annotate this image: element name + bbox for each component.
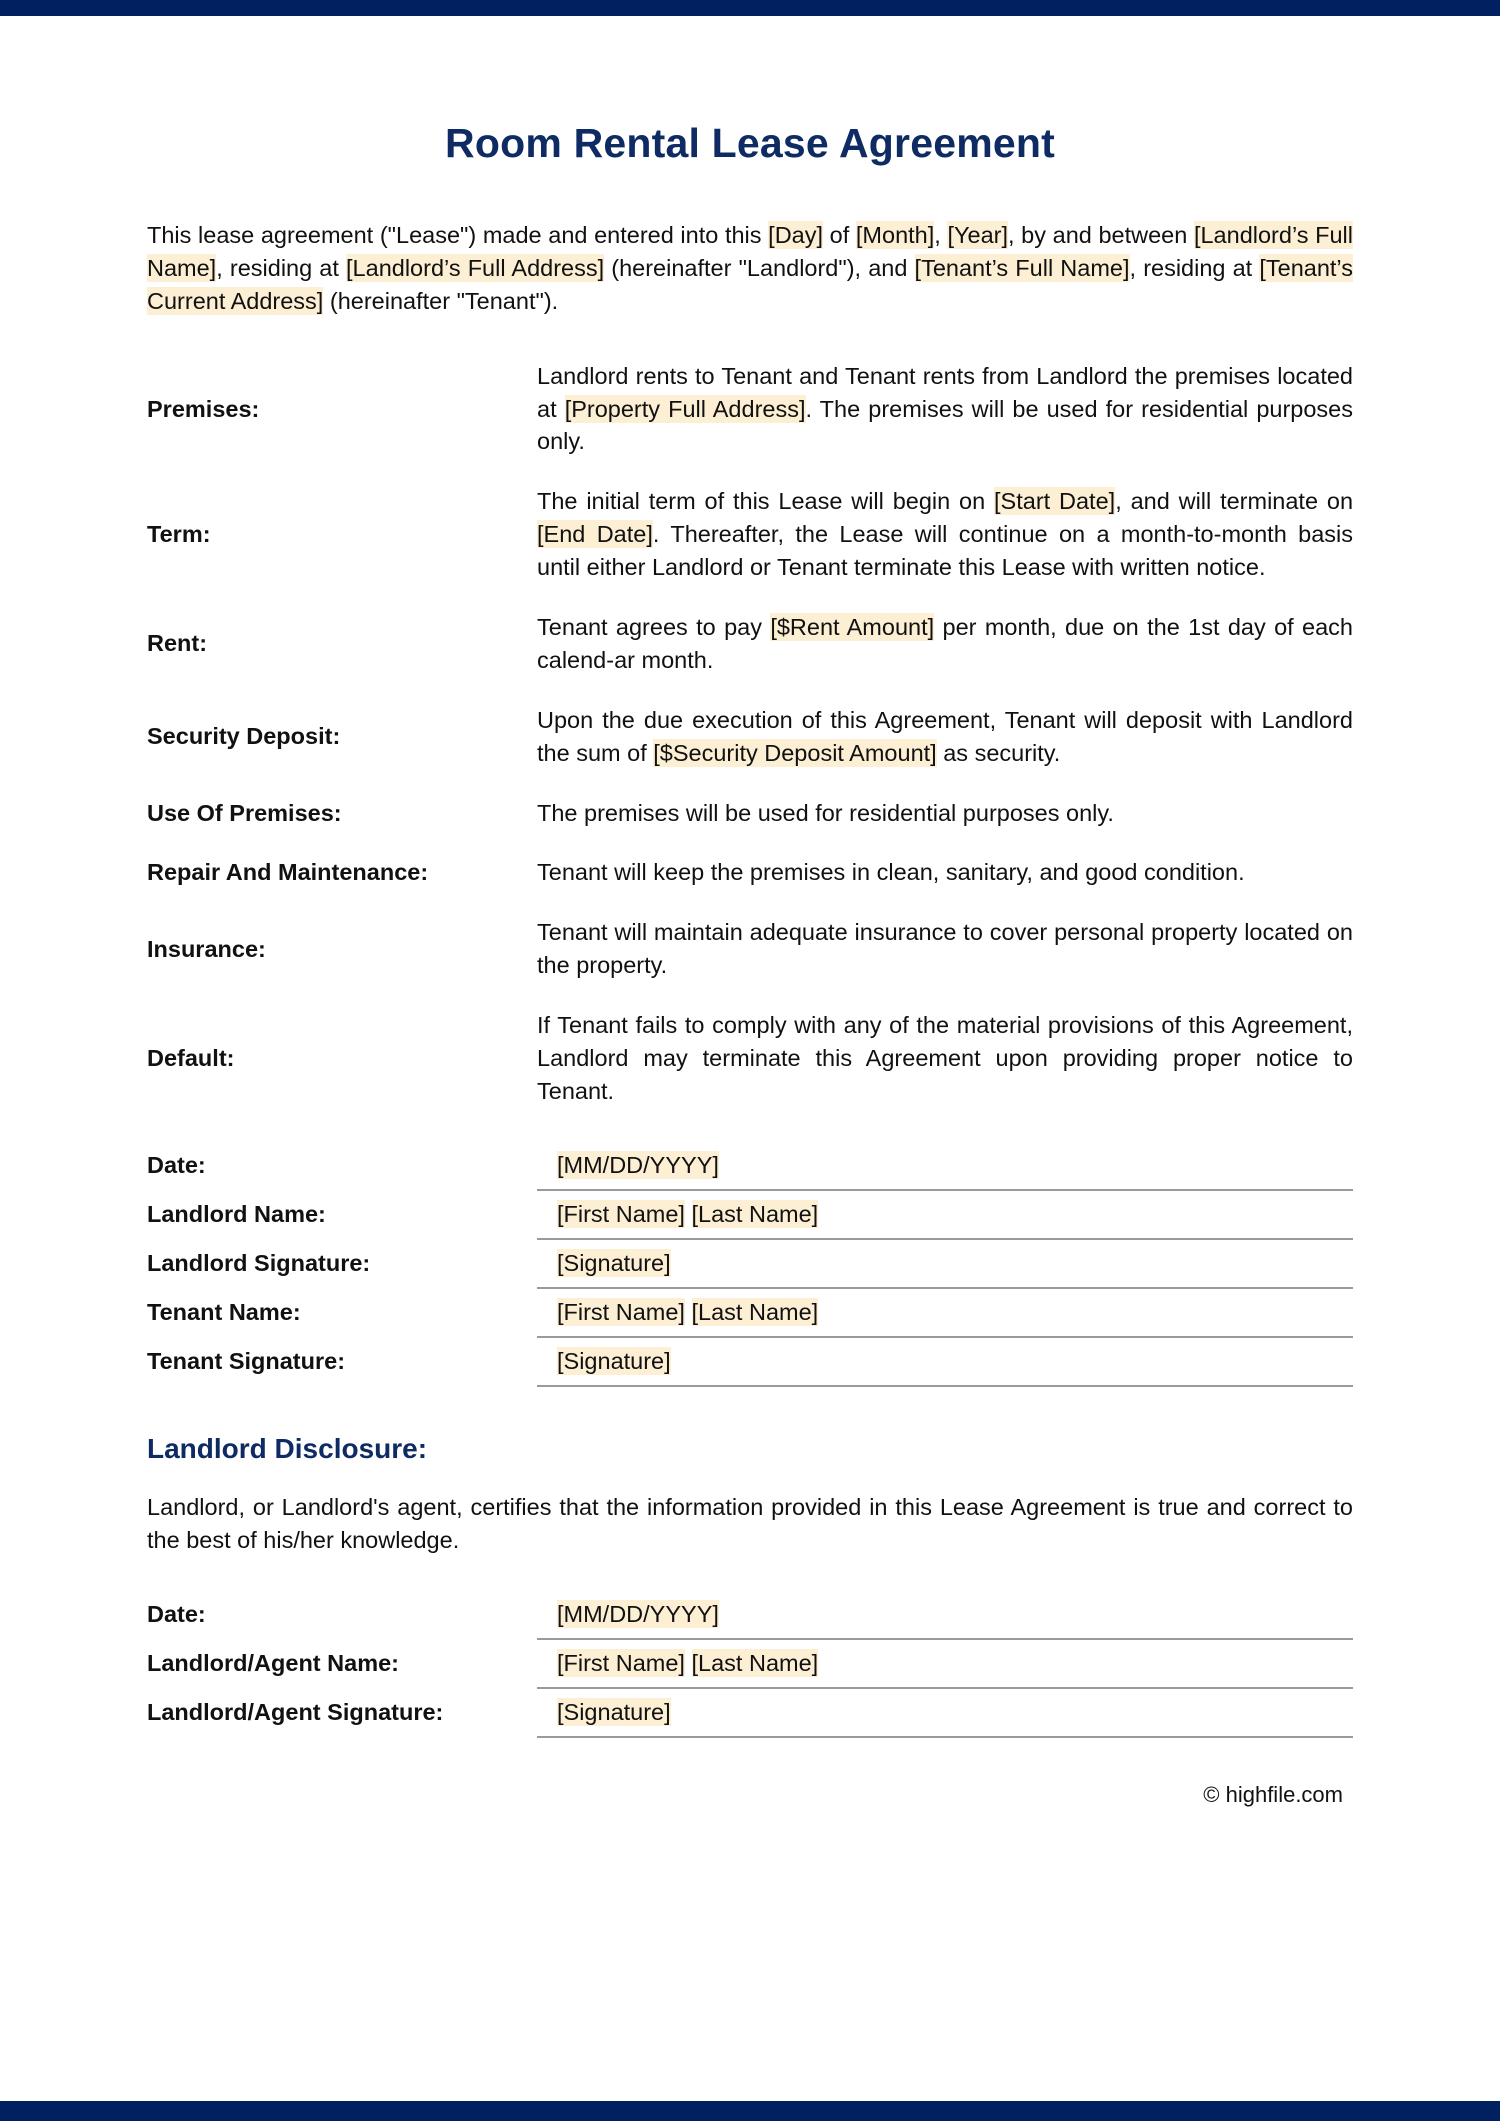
field-landlord-last-name[interactable]: [Last Name] (691, 1200, 819, 1227)
security-deposit-text-2: as security. (936, 739, 1061, 766)
clause-label-default: Default: (147, 1044, 235, 1071)
signature-value-landlord-name[interactable] (537, 1190, 1353, 1239)
footer-copyright: © highfile.com (1203, 1781, 1343, 1807)
field-agent-last-name[interactable]: [Last Name] (691, 1649, 819, 1676)
section-heading-landlord-disclosure: Landlord Disclosure: (147, 1432, 428, 1464)
top-accent-bar (0, 0, 1500, 16)
disclosure-value-date[interactable] (537, 1591, 1353, 1639)
disclosure-label-agent-name: Landlord/Agent Name: (147, 1649, 399, 1676)
field-rent-amount[interactable]: [$Rent Amount] (770, 614, 935, 641)
field-tenant-current-address[interactable]: [Tenant’s Current Address] (147, 254, 1353, 314)
clause-spacer (147, 889, 1353, 916)
clause-body-repair-and-maintenance: Tenant will keep the premises in clean, sanitary, and good condition. (537, 859, 1245, 886)
field-landlord-full-address[interactable]: [Landlord’s Full Address] (346, 254, 605, 281)
clauses-table (147, 360, 1353, 1108)
clause-body-use-of-premises: The premises will be used for residential purposes only. (537, 799, 1114, 826)
clause-label-term: Term: (147, 521, 211, 548)
intro-text-1: This lease agreement ("Lease") made and entered into this (147, 222, 769, 248)
field-agent-signature[interactable]: [Signature] (557, 1698, 671, 1725)
clause-label-use-of-premises: Use Of Premises: (147, 799, 342, 826)
clause-body-insurance: Tenant will maintain adequate insurance to cover personal property located on the property. (537, 919, 1353, 979)
field-day[interactable]: [Day] (768, 222, 824, 248)
clause-row-rent (147, 611, 1353, 677)
field-month[interactable]: [Month] (855, 222, 935, 248)
clause-row-repair-and-maintenance (147, 856, 1353, 889)
signature-block (147, 1142, 1353, 1387)
clause-label-security-deposit: Security Deposit: (147, 723, 341, 750)
intro-text-4: , by and between (1008, 222, 1194, 248)
field-agent-first-name[interactable]: [First Name] (557, 1649, 685, 1676)
field-tenant-last-name[interactable]: [Last Name] (691, 1298, 819, 1325)
field-tenant-first-name[interactable]: [First Name] (557, 1298, 685, 1325)
disclosure-value-agent-name[interactable] (537, 1639, 1353, 1688)
field-landlord-first-name[interactable]: [First Name] (557, 1200, 685, 1227)
signature-label-tenant-signature: Tenant Signature: (147, 1347, 346, 1374)
signature-label-landlord-name: Landlord Name: (147, 1200, 326, 1227)
clause-spacer (147, 584, 1353, 611)
clause-label-insurance: Insurance: (147, 935, 266, 962)
clause-row-security-deposit (147, 704, 1353, 770)
landlord-disclosure-signature-block (147, 1591, 1353, 1738)
premises-text-1: Landlord rents to Tenant and Tenant rents from Landlord the premises located at (537, 362, 1353, 422)
rent-text-2: per month, due on the 1st day of each calend-ar month. (537, 614, 1353, 673)
signature-label-tenant-name: Tenant Name: (147, 1298, 301, 1325)
security-deposit-text-1: Upon the due execution of this Agreement, Tenant will deposit with Landlord the sum of (537, 706, 1353, 766)
document-content (0, 16, 1500, 1808)
term-text-2: , and will terminate on (1115, 488, 1354, 515)
field-security-deposit-amount[interactable]: [$Security Deposit Amount] (653, 739, 937, 766)
clause-row-term (147, 485, 1353, 584)
signature-row-tenant-signature (147, 1337, 1353, 1386)
clause-label-repair-and-maintenance: Repair And Maintenance: (147, 859, 429, 886)
field-date[interactable]: [MM/DD/YYYY] (557, 1151, 719, 1178)
landlord-disclosure-paragraph: Landlord, or Landlord's agent, certifies that the information provided in this Lease Agreement is true and correct to the best of his/her knowledge. (147, 1493, 1353, 1553)
clause-label-premises: Premises: (147, 395, 260, 422)
clause-body-term (537, 485, 1353, 584)
field-end-date[interactable]: [End Date] (537, 521, 653, 548)
clause-body-default: If Tenant fails to comply with any of the material provisions of this Agreement, Landlord may terminate this Agreement upon providing proper notice to Tenant. (537, 1012, 1353, 1104)
field-landlord-full-name[interactable]: [Landlord’s Full Name] (147, 222, 1353, 281)
signature-row-date (147, 1142, 1353, 1190)
signature-value-date[interactable] (537, 1142, 1353, 1190)
clause-spacer (147, 770, 1353, 797)
rent-text-1: Tenant agrees to pay (537, 614, 771, 641)
signature-label-date: Date: (147, 1152, 206, 1179)
signature-row-landlord-signature (147, 1239, 1353, 1288)
signature-value-landlord-signature[interactable] (537, 1239, 1353, 1288)
clause-spacer (147, 982, 1353, 1009)
disclosure-value-agent-signature[interactable] (537, 1688, 1353, 1737)
clause-body-security-deposit (537, 704, 1353, 770)
premises-text-2: . The premises will be used for residential purposes only. (537, 395, 1353, 455)
disclosure-label-date: Date: (147, 1601, 206, 1628)
term-text-1: The initial term of this Lease will begin on (537, 488, 995, 515)
signature-value-tenant-signature[interactable] (537, 1337, 1353, 1386)
field-landlord-signature[interactable]: [Signature] (557, 1249, 671, 1276)
disclosure-row-agent-name (147, 1639, 1353, 1688)
clause-spacer (147, 677, 1353, 704)
clause-row-premises (147, 360, 1353, 459)
field-year[interactable]: [Year] (947, 222, 1008, 248)
signature-value-tenant-name[interactable] (537, 1288, 1353, 1337)
bottom-accent-bar (0, 2101, 1500, 2121)
clause-row-insurance (147, 916, 1353, 982)
clause-body-rent (537, 611, 1353, 677)
intro-paragraph (147, 219, 1353, 318)
intro-text-3: , (934, 222, 948, 248)
field-disclosure-date[interactable]: [MM/DD/YYYY] (557, 1600, 719, 1627)
intro-text-6: (hereinafter "Landlord"), and (604, 254, 915, 281)
intro-text-5: , residing at (216, 254, 347, 281)
signature-row-landlord-name (147, 1190, 1353, 1239)
disclosure-label-agent-signature: Landlord/Agent Signature: (147, 1698, 444, 1725)
clause-spacer (147, 458, 1353, 485)
page-title: Room Rental Lease Agreement (445, 120, 1055, 166)
intro-text-8: (hereinafter "Tenant"). (323, 287, 559, 314)
signature-label-landlord-signature: Landlord Signature: (147, 1249, 371, 1276)
disclosure-row-date (147, 1591, 1353, 1639)
intro-text-2: of (823, 222, 856, 248)
clause-label-rent: Rent: (147, 630, 208, 657)
field-tenant-full-name[interactable]: [Tenant’s Full Name] (914, 254, 1130, 281)
disclosure-row-agent-signature (147, 1688, 1353, 1737)
clause-spacer (147, 829, 1353, 856)
term-text-3: . Thereafter, the Lease will continue on a month-to-month basis until either Landlord or Tenant terminate this Lease with written notice. (537, 521, 1353, 581)
signature-row-tenant-name (147, 1288, 1353, 1337)
clause-row-default (147, 1009, 1353, 1108)
clause-body-premises (537, 360, 1353, 459)
intro-text-7: , residing at (1129, 254, 1260, 281)
field-property-full-address[interactable]: [Property Full Address] (564, 395, 806, 422)
field-start-date[interactable]: [Start Date] (994, 488, 1116, 515)
field-tenant-signature[interactable]: [Signature] (557, 1347, 671, 1374)
clause-row-use-of-premises (147, 797, 1353, 830)
